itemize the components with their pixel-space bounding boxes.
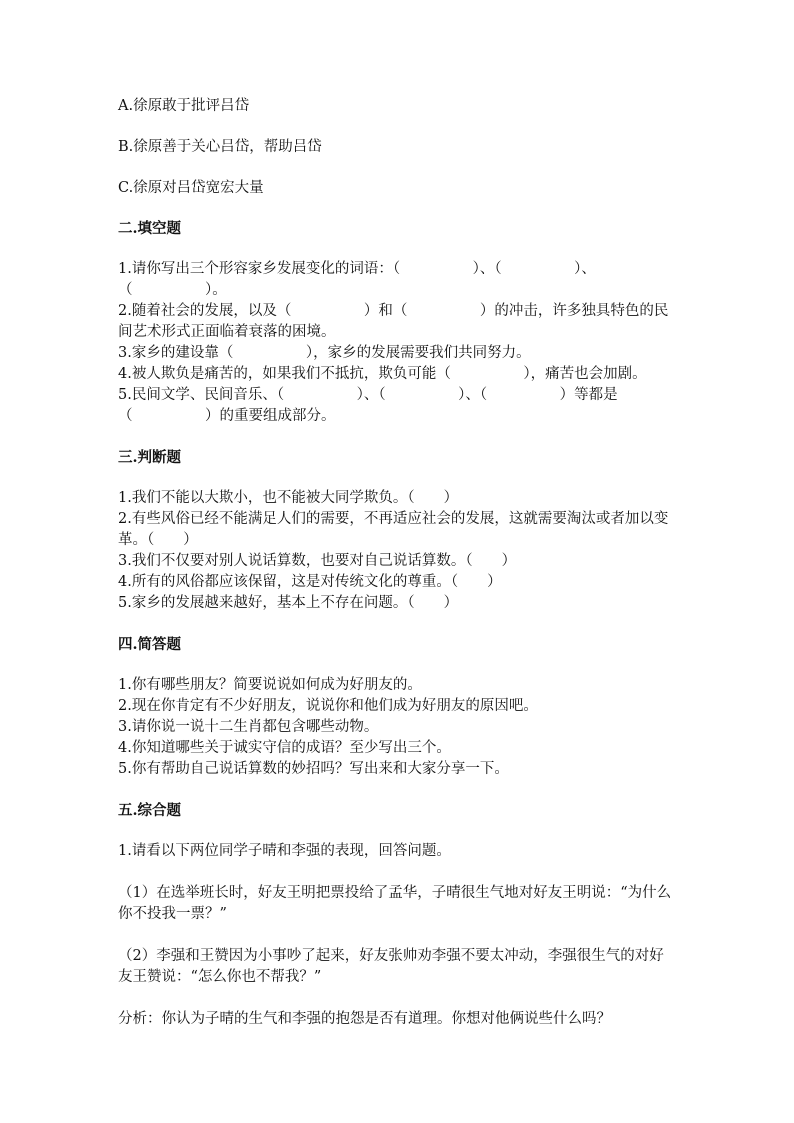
comp-intro: 1.请看以下两位同学子晴和李强的表现，回答问题。 xyxy=(118,843,451,859)
judge-questions xyxy=(118,488,678,614)
section-heading-judge: 三.判断题 xyxy=(118,449,182,466)
question-item: 1.我们不能以大欺小，也不能被大同学欺负。（ ） xyxy=(118,490,459,506)
question-item: 3.家乡的建设靠（ ），家乡的发展需要我们共同努力。 xyxy=(118,345,531,361)
comp-case-1: （1）在选举班长时，好友王明把票投给了孟华，子晴很生气地对好友王明说：“为什么你不投我一票？” xyxy=(118,885,672,922)
comp-analysis: 分析：你认为子晴的生气和李强的抱怨是否有道理。你想对他俩说些什么吗？ xyxy=(118,1011,611,1027)
question-item: 4.被人欺负是痛苦的，如果我们不抵抗，欺负可能（ ），痛苦也会加剧。 xyxy=(118,366,647,382)
section-heading-comp: 五.综合题 xyxy=(118,802,182,819)
question-item: 2.有些风俗已经不能满足人们的需要，不再适应社会的发展，这就需要淘汰或者加以变革。（ ） xyxy=(118,511,669,548)
section-heading-short: 四.简答题 xyxy=(118,636,182,653)
short-questions xyxy=(118,675,678,780)
question-item: 4.你知道哪些关于诚实守信的成语？至少写出三个。 xyxy=(118,740,451,756)
comp-case-2: （2）李强和王赞因为小事吵了起来，好友张帅劝李强不要太冲动，李强很生气的对好友王赞说：“怎么你也不帮我？” xyxy=(118,948,664,985)
option-b: B.徐原善于关心吕岱，帮助吕岱 xyxy=(118,139,322,155)
question-item: 5.民间文学、民间音乐、（ ）、（ ）、（ ）等都是（ ）的重要组成部分。 xyxy=(118,387,618,424)
question-item: 4.所有的风俗都应该保留，这是对传统文化的尊重。（ ） xyxy=(118,574,502,590)
option-c: C.徐原对吕岱宽宏大量 xyxy=(118,180,264,196)
question-item: 5.家乡的发展越来越好，基本上不存在问题。（ ） xyxy=(118,595,459,611)
fill-questions xyxy=(118,259,678,427)
question-item: 1.你有哪些朋友？简要说说如何成为好朋友的。 xyxy=(118,677,422,693)
question-item: 2.现在你肯定有不少好朋友，说说你和他们成为好朋友的原因吧。 xyxy=(118,698,538,714)
question-item: 2.随着社会的发展，以及（ ）和（ ）的冲击，许多独具特色的民间艺术形式正面临着衰落的困境。 xyxy=(118,303,669,340)
question-item: 5.你有帮助自己说话算数的妙招吗？写出来和大家分享一下。 xyxy=(118,761,509,777)
question-item: 3.请你说一说十二生肖都包含哪些动物。 xyxy=(118,719,379,735)
question-item: 1.请你写出三个形容家乡发展变化的词语：（ ）、（ ）、（ ）。 xyxy=(118,261,596,298)
document-content xyxy=(118,96,678,1051)
option-a: A.徐原敢于批评吕岱 xyxy=(118,98,250,114)
section-heading-fill: 二.填空题 xyxy=(118,220,182,237)
question-item: 3.我们不仅要对别人说话算数，也要对自己说话算数。（ ） xyxy=(118,553,517,569)
